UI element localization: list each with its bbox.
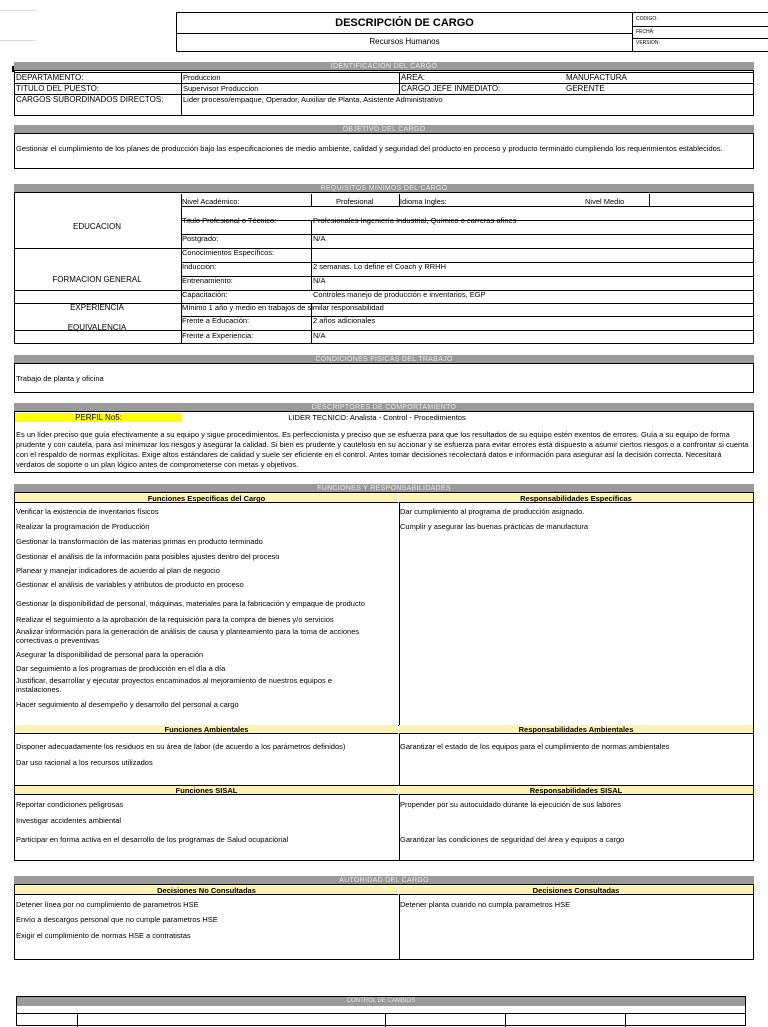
conocimientos-label: Conocimientos Específicos:	[182, 248, 275, 257]
identificacion-title: IDENTIFICACION DEL CARGO	[14, 62, 754, 71]
funcion-item: Gestionar el análisis de la información para posibles ajustes dentro del proceso	[16, 552, 280, 561]
sisal-item: Investigar accidentes ambiental	[16, 816, 122, 825]
subordinados-label: CARGOS SUBORDINADOS DIRECTOS:	[16, 95, 164, 104]
funcion-item: Gestionar la transformación de las materias primas en producto terminado	[16, 537, 263, 546]
fecha-label: FECHA:	[636, 29, 655, 35]
titulo-prof-value: Profesionales Ingeniería Industrial, Químico o carreras afines	[313, 216, 517, 225]
condiciones-title: CONDICIONES FISICAS DEL TRABAJO	[14, 355, 754, 364]
sisal-item: Reportar condiciones peligrosas	[16, 800, 124, 809]
funcion-item: Planear y manejar indicadores de acuerdo al plan de negocio	[16, 566, 220, 575]
requisitos-title: REQUISITOS MINIMOS DEL CARGO	[14, 184, 754, 193]
logo-area	[0, 10, 40, 60]
header-meta-box	[632, 12, 768, 52]
especificas-header: Funciones Específicas del Cargo	[15, 494, 398, 503]
perfil-value: LIDER TECNICO: Analista - Control - Procedimientos	[288, 413, 466, 422]
perfil-label: PERFIL No5:	[15, 413, 182, 422]
descriptores-text: Es un líder preciso que guía efectivamente a su equipo y sigue procedimientos. Es perfeccionista y preciso que se esfuerza para que los resultados de su equipo estén exentos de errores. Guía a su equipo de forma prudente y con cautela, para así minimizar los riesgos y asegurar la calidad. Si bien es prudente y cauteloso en su accionar y se esfuerza para evitar errores está dispuesto a asumir ciertos riesgos o a confrontar si cuenta con el respaldo de normas explícitas. Exige altos estándares de calidad y suele ser eficiente en el control. Antes tomar decisiones recolectará datos e información para asegurar así la decisión correcta. Necesitará verdatos de soporte o un plan lógico antes de comprometerse con metas y objetivos.	[16, 430, 749, 469]
nivel-label: Nivel Académico:	[182, 197, 240, 206]
idioma-label: Idioma Ingles:	[400, 197, 447, 206]
induccion-label: Inducción:	[182, 262, 217, 271]
consultadas-header: Decisiones Consultadas	[399, 886, 753, 895]
consultada-item: Detener planta cuando no cumpla parametros HSE	[400, 900, 571, 909]
experiencia-value: Mínimo 1 año y medio en trabajos de similar responsabilidad	[182, 303, 384, 312]
entrenamiento-value: N/A	[313, 276, 326, 285]
funciones-title: FUNCIONES Y RESPONSABILIDADES	[14, 484, 754, 493]
frente-exp-value: N/A	[313, 331, 326, 340]
page-title: DESCRIPCIÓN DE CARGO	[335, 17, 474, 29]
no-consultada-item: Envío a descargos personal que no cumple parametros HSE	[16, 915, 218, 924]
experiencia-label: EXPERIENCIA	[70, 303, 124, 312]
entrenamiento-label: Entrenamiento:	[182, 276, 233, 285]
descriptores-title: DESCRIPTORES DE COMPORTAMIENTO	[14, 403, 754, 412]
ambiental-item: Disponer adecuadamente los residuos en su área de labor (de acuerdo a los parámetros definidos)	[16, 742, 346, 751]
titulo-prof-label: Titulo Profesional o Técnico:	[182, 216, 277, 225]
resp-ambientales-header: Responsabilidades Ambientales	[399, 725, 753, 734]
responsabilidad-item: Dar cumplimiento al programa de producción asignado.	[400, 507, 585, 516]
departamento-label: DEPARTAMENTO:	[16, 73, 84, 82]
autoridad-title: AUTORIDAD DEL CARGO	[14, 876, 754, 885]
sisal-header: Funciones SISAL	[15, 786, 398, 795]
funcion-item: Analizar información para la generación de análisis de causa y planteamiento para la toma de acciones correctivas o preventivas	[16, 627, 360, 645]
funcion-item: Gestionar la disponibilidad de personal, máquinas, materiales para la fabricación y empaque de producto	[16, 599, 365, 608]
nivel-value: Profesional	[336, 197, 374, 206]
funcion-item: Asegurar la disponibilidad de personal para la operación	[16, 650, 204, 659]
area-value: MANUFACTURA	[566, 73, 627, 82]
frente-edu-label: Frente a Educación:	[182, 316, 250, 325]
resp-especificas-header: Responsabilidades Específicas	[399, 494, 753, 503]
titulo-value: Supervisor Produccion	[183, 84, 259, 93]
condiciones-text: Trabajo de planta y oficina	[16, 374, 104, 383]
formacion-label: FORMACION GENERAL	[52, 275, 142, 284]
funcion-item: Justificar, desarrollar y ejecutar proyectos encaminados al mejoramiento de nuestros equipos e instalaciones.	[16, 676, 332, 694]
ambientales-header: Funciones Ambientales	[15, 725, 398, 734]
resp-sisal-item: Garantizar las condiciones de seguridad del área y equipos a cargo	[400, 835, 625, 844]
resp-ambiental-item: Garantizar el estado de los equipos para el cumplimiento de normas ambientales	[400, 742, 670, 751]
funcion-item: Realizar la programación de Producción	[16, 522, 150, 531]
frente-exp-label: Frente a Experiencia:	[182, 331, 254, 340]
codigo-label: CODIGO:	[636, 16, 658, 22]
resp-sisal-item: Propender por su autocuidado durante la ejecución de sus labores	[400, 800, 621, 809]
funcion-item: Hacer seguimiento al desempeño y desarrollo del personal a cargo	[16, 700, 239, 709]
sisal-item: Participar en forma activa en el desarrollo de los programas de Salud ocupacional	[16, 835, 289, 844]
no-consultadas-header: Decisiones No Consultadas	[15, 886, 398, 895]
subordinados-value: Lider proceso/empaque, Operador, Auxiliar de Planta, Asistente Administrativo	[183, 95, 443, 104]
frente-edu-value: 2 años adicionales	[313, 316, 376, 325]
jefe-value: GERENTE	[566, 84, 605, 93]
no-consultada-item: Exigir el cumplimiento de normas HSE a contratistas	[16, 931, 191, 940]
objetivo-text: Gestionar el cumplimiento de los planes de producción bajo las especificaciones de medio ambiente, calidad y seguridad del producto en proceso y producto terminado cumpliendo los requerimientos establecidos.	[16, 144, 723, 153]
titulo-label: TITULO DEL PUESTO:	[16, 84, 100, 93]
page-subtitle: Recursos Humanos	[369, 37, 440, 46]
funcion-item: Gestionar el análisis de variables y atributos de producto en proceso	[16, 580, 244, 589]
funcion-item: Realizar el seguimiento a la aprobación de la requisición para la compra de bienes y/o servicios	[16, 615, 334, 624]
postgrado-value: N/A	[313, 234, 326, 243]
header-title-box	[176, 12, 633, 52]
no-consultada-item: Detener línea por no cumplimiento de parametros HSE	[16, 900, 199, 909]
capacitacion-label: Capacitación:	[182, 290, 228, 299]
induccion-value: 2 semanas. Lo define el Coach y RRHH	[313, 262, 446, 271]
funcion-item: Dar seguimiento a los programas de producción en el día a día	[16, 664, 226, 673]
area-label: AREA:	[401, 73, 426, 82]
funcion-item: Verificar la existencia de inventarios físicos	[16, 507, 159, 516]
equivalencia-label: EQUIVALENCIA	[67, 323, 127, 332]
jefe-label: CARGO JEFE INMEDIATO:	[401, 84, 501, 93]
educacion-label: EDUCACION	[72, 222, 121, 231]
objetivo-title: OBJETIVO DEL CARGO	[14, 125, 754, 134]
capacitacion-value: Controles manejo de producción e inventarios, EGP	[313, 290, 486, 299]
postgrado-label: Postgrado:	[182, 234, 219, 243]
version-label: VERSION:	[636, 40, 660, 46]
resp-sisal-header: Responsabilidades SISAL	[399, 786, 753, 795]
control-title: CONTROL DE CAMBIOS	[346, 998, 416, 1004]
idioma-value: Nivel Medio	[585, 197, 625, 206]
ambiental-item: Dar uso racional a los recursos utilizados	[16, 758, 153, 767]
responsabilidad-item: Cumplir y asegurar las buenas prácticas de manufactura	[400, 522, 589, 531]
departamento-value: Produccion	[183, 73, 221, 82]
